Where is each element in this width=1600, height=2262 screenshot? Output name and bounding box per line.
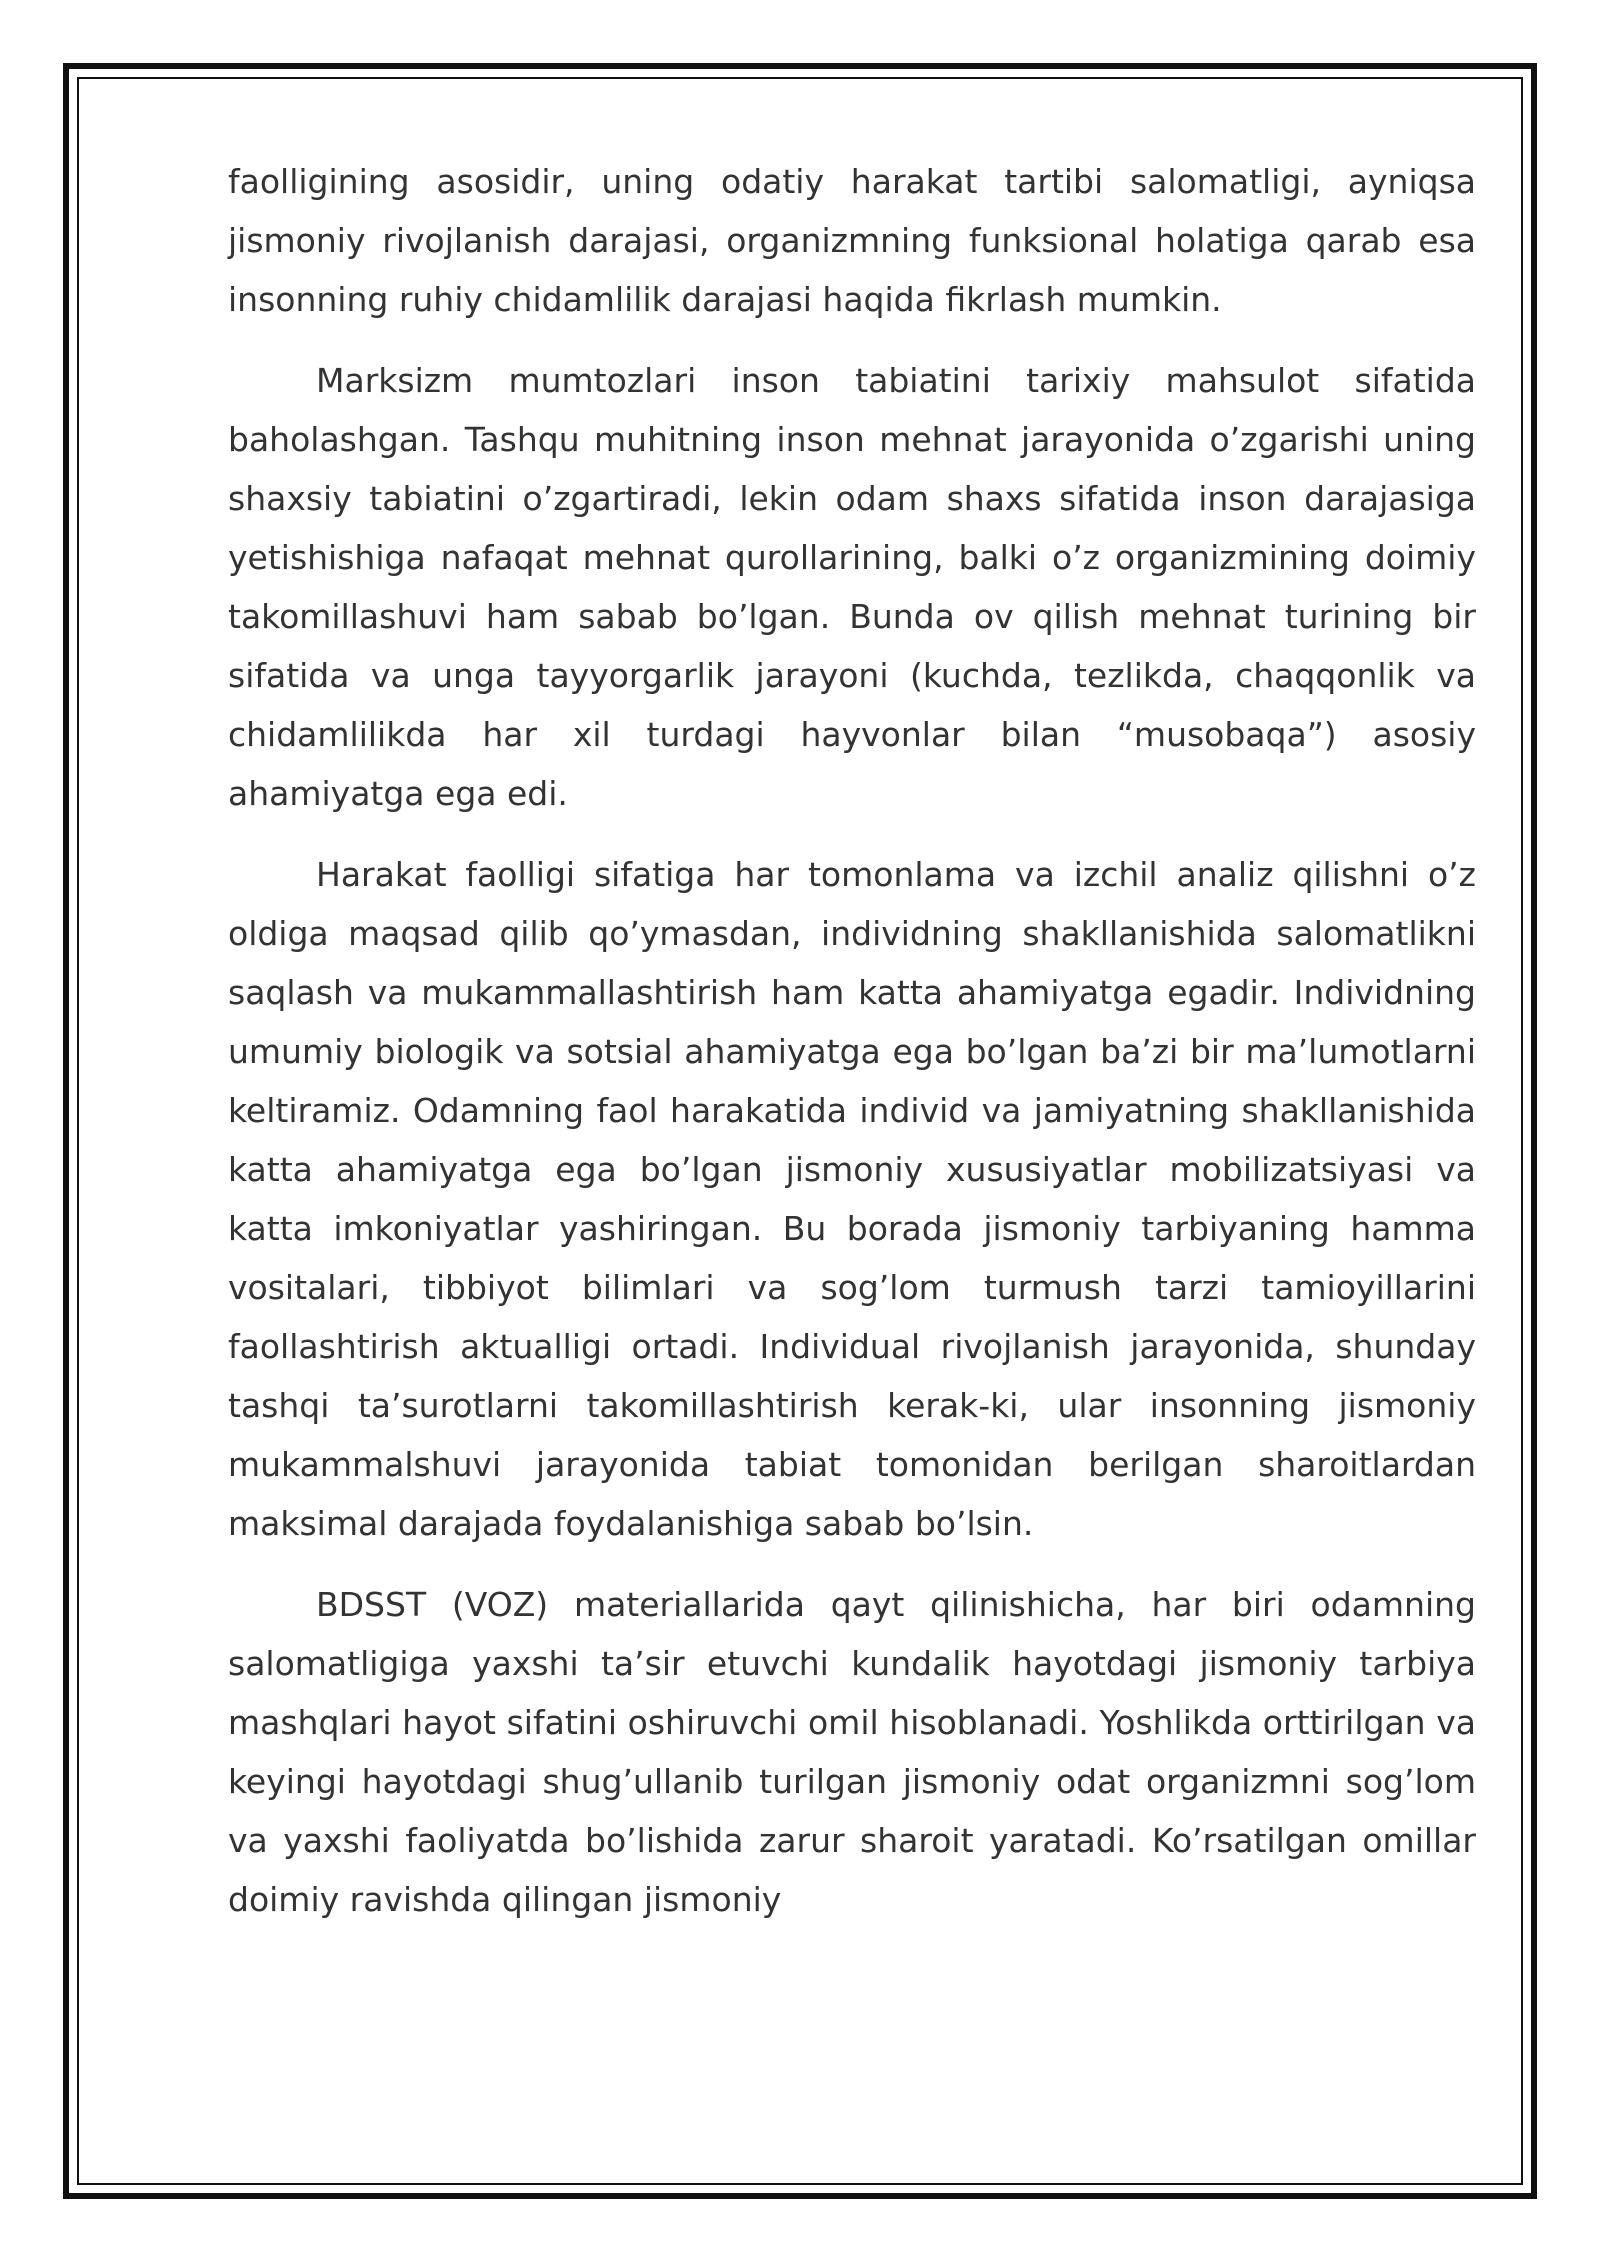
paragraph-4: BDSST (VOZ) materiallarida qayt qilinishicha, har biri odamning salomatligiga yaxshi ta’sir etuvchi kundalik hayotdagi jismoniy tarbiya mashqlari hayot sifatini oshiruvchi omil hisoblanadi. Yoshlikda orttirilgan va keyingi hayotdagi shug’ullanib turilgan jismoniy odat organizmni sog’lom va yaxshi faoliyatda bo’lishida zarur sharoit yaratadi. Ko’rsatilgan omillar doimiy ravishda qilingan jismoniy <box>228 1585 1476 1919</box>
paragraph-2: Marksizm mumtozlari inson tabiatini tarixiy mahsulot sifatida baholashgan. Tashqu muhitning inson mehnat jarayonida o’zgarishi uning shaxsiy tabiatini o’zgartiradi, lekin odam shaxs sifatida inson darajasiga yetishishiga nafaqat mehnat qurollarining, balki o’z organizmining doimiy takomillashuvi ham sabab bo’lgan. Bunda ov qilish mehnat turining bir sifatida va unga tayyorgarlik jarayoni (kuchda, tezlikda, chaqqonlik va chidamlilikda har xil turdagi hayvonlar bilan “musobaqa”) asosiy ahamiyatga ega edi. <box>228 361 1476 813</box>
paragraph-1: faolligining asosidir, uning odatiy harakat tartibi salomatligi, ayniqsa jismoniy rivojlanish darajasi, organizmning funksional holatiga qarab esa insonning ruhiy chidamlilik darajasi haqida fikrlash mumkin. <box>228 162 1476 319</box>
document-body <box>228 152 1476 1951</box>
paragraph-3: Harakat faolligi sifatiga har tomonlama va izchil analiz qilishni o’z oldiga maqsad qilib qo’ymasdan, individning shakllanishida salomatlikni saqlash va mukammallashtirish ham katta ahamiyatga egadir. Individning umumiy biologik va sotsial ahamiyatga ega bo’lgan ba’zi bir ma’lumotlarni keltiramiz. Odamning faol harakatida individ va jamiyatning shakllanishida katta ahamiyatga ega bo’lgan jismoniy xususiyatlar mobilizatsiyasi va katta imkoniyatlar yashiringan. Bu borada jismoniy tarbiyaning hamma vositalari, tibbiyot bilimlari va sog’lom turmush tarzi tamioyillarini faollashtirish aktualligi ortadi. Individual rivojlanish jarayonida, shunday tashqi ta’surotlarni takomillashtirish kerak-ki, ular insonning jismoniy mukammalshuvi jarayonida tabiat tomonidan berilgan sharoitlardan maksimal darajada foydalanishiga sabab bo’lsin. <box>228 855 1476 1543</box>
